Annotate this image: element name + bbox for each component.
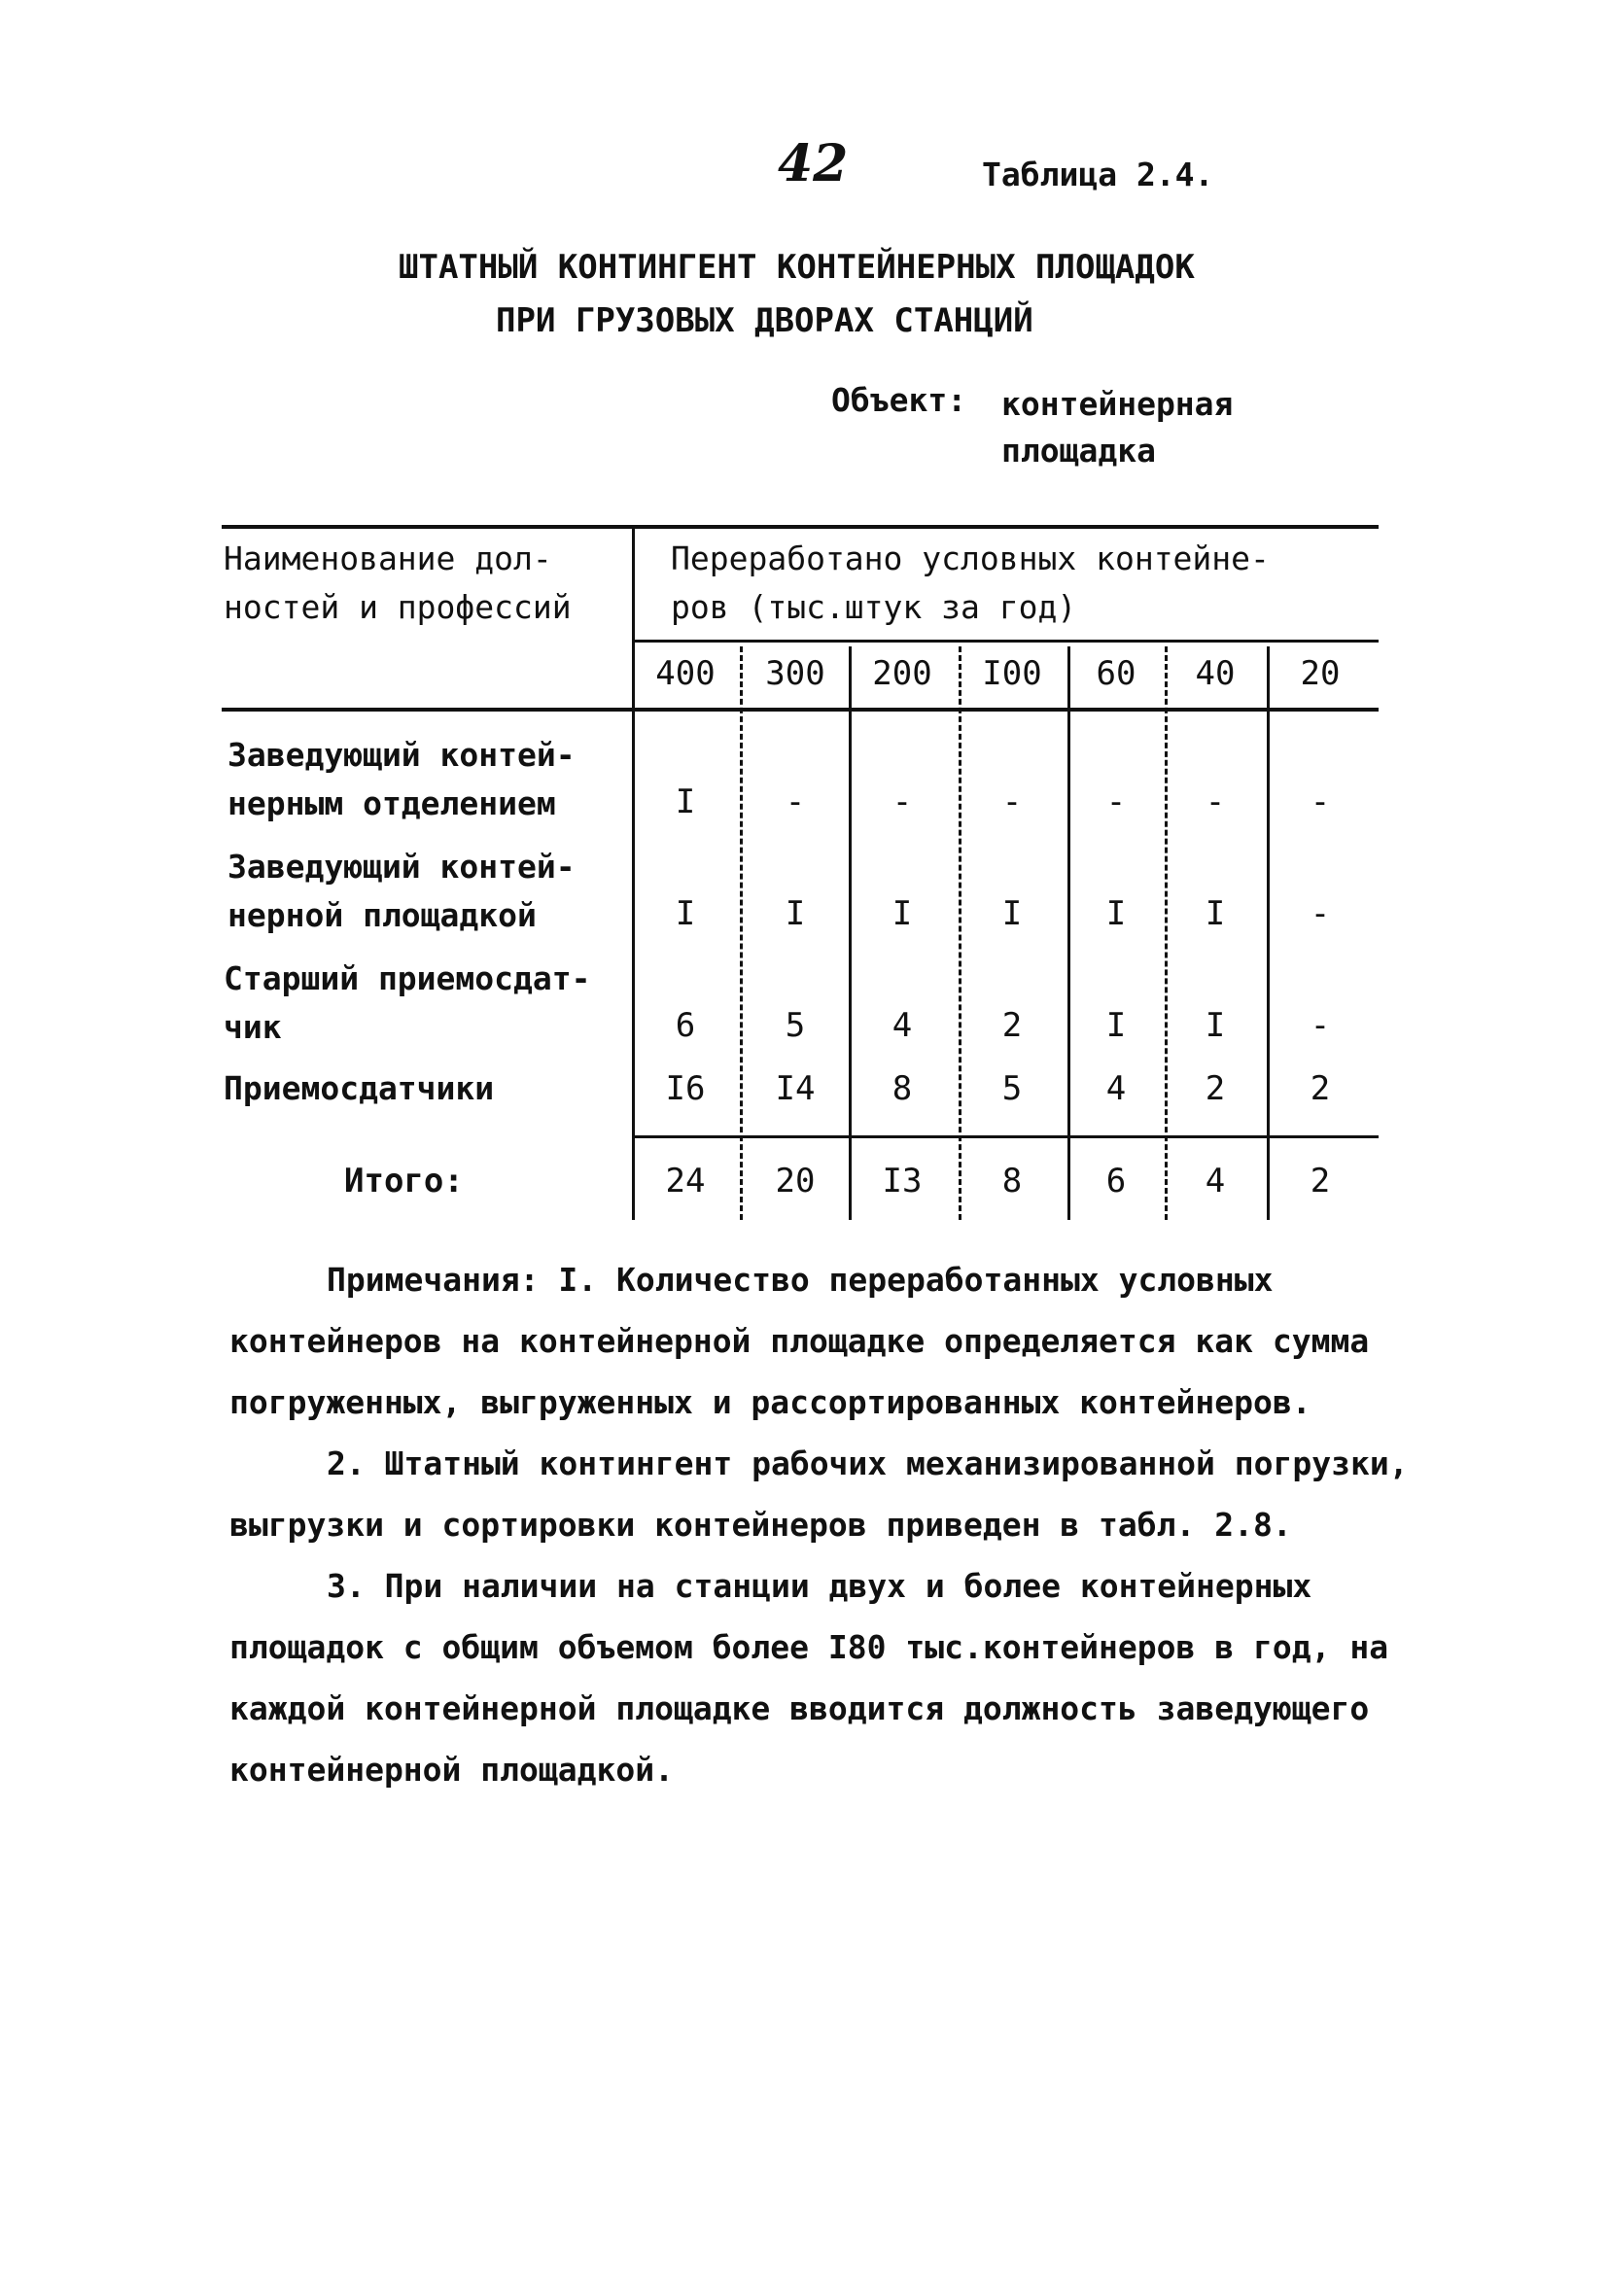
total-cell: 6 — [1105, 1162, 1127, 1200]
table-cell: 2 — [1205, 1069, 1226, 1108]
column-heading: 40 — [1195, 654, 1236, 693]
column-heading: 60 — [1096, 654, 1136, 693]
column-heading: 300 — [765, 654, 825, 693]
table-cell: - — [1310, 894, 1331, 933]
column-heading: 20 — [1300, 654, 1341, 693]
table-cell: 4 — [891, 1006, 913, 1045]
note-1: Примечания: I. Количество переработанных условных контейнеров на контейнерной площадке определяется как сумма погруженных, выгруженных и рассортированных контейнеров. — [229, 1261, 1370, 1421]
table-cell: I — [891, 894, 913, 933]
object-label: Объект: — [831, 381, 967, 419]
total-cell: I3 — [882, 1162, 923, 1200]
row-name: Заведующий контей- нерным отделением — [227, 736, 576, 822]
row-name: Заведующий контей- нерной площадкой — [227, 848, 576, 934]
table-cell: - — [785, 783, 806, 821]
total-cell: 2 — [1310, 1162, 1331, 1200]
group-header-rule — [635, 640, 1379, 643]
table-cell: 5 — [785, 1006, 806, 1045]
table-cell: - — [1205, 783, 1226, 821]
table-cell: 5 — [1001, 1069, 1023, 1108]
col-divider-main — [632, 525, 635, 1220]
total-cell: 4 — [1205, 1162, 1226, 1200]
table-cell: I — [1105, 1006, 1127, 1045]
table-cell: I — [1205, 894, 1226, 933]
table-cell: 6 — [675, 1006, 696, 1045]
table-cell: 2 — [1310, 1069, 1331, 1108]
row-name: Приемосдатчики — [224, 1069, 495, 1107]
notes-section — [229, 1249, 1435, 1800]
table-cell: - — [1310, 783, 1331, 821]
col-divider — [1165, 646, 1168, 1220]
column-header-rule — [222, 708, 1379, 712]
col-divider — [1067, 646, 1070, 1220]
table-cell: 2 — [1001, 1006, 1023, 1045]
total-cell: 8 — [1001, 1162, 1023, 1200]
table-cell: 4 — [1105, 1069, 1127, 1108]
table-label: Таблица 2.4. — [982, 156, 1214, 193]
table-cell: I6 — [665, 1069, 706, 1108]
table-cell: I — [675, 783, 696, 821]
total-label: Итого: — [344, 1162, 464, 1200]
table-top-rule — [222, 525, 1379, 529]
col-divider — [740, 646, 743, 1220]
table-cell: I4 — [775, 1069, 816, 1108]
staffing-table — [222, 525, 1379, 1220]
table-cell: I — [675, 894, 696, 933]
table-cell: - — [1001, 783, 1023, 821]
table-cell: I — [1205, 1006, 1226, 1045]
column-heading: 200 — [872, 654, 932, 693]
document-title-line-1: ШТАТНЫЙ КОНТИНГЕНТ КОНТЕЙНЕРНЫХ ПЛОЩАДОК — [399, 248, 1195, 287]
total-cell: 24 — [665, 1162, 706, 1200]
header-processed-containers: Переработано условных контейне- ров (тыс.штук за год) — [671, 539, 1270, 626]
column-heading: 400 — [655, 654, 716, 693]
col-divider — [849, 646, 852, 1220]
row-name: Старший приемосдат- чик — [224, 959, 591, 1046]
note-3: 3. При наличии на станции двух и более контейнерных площадок с общим объемом более I80 тыс.контейнеров в год, на каждой контейнерной площадке вводится должность заведующего контейнерной площадкой. — [229, 1567, 1389, 1789]
note-2: 2. Штатный контингент рабочих механизированной погрузки, выгрузки и сортировки контейнеров приведен в табл. 2.8. — [229, 1444, 1409, 1544]
table-cell: I — [785, 894, 806, 933]
document-title-line-2: ПРИ ГРУЗОВЫХ ДВОРАХ СТАНЦИЙ — [496, 301, 1033, 340]
table-cell: - — [891, 783, 913, 821]
page-number: 42 — [778, 134, 849, 193]
col-divider — [959, 646, 961, 1220]
table-cell: - — [1105, 783, 1127, 821]
table-cell: I — [1105, 894, 1127, 933]
col-divider — [1267, 646, 1270, 1220]
table-cell: I — [1001, 894, 1023, 933]
object-value: контейнерная площадка — [1001, 385, 1234, 470]
table-cell: 8 — [891, 1069, 913, 1108]
column-heading: I00 — [982, 654, 1042, 693]
table-cell: - — [1310, 1006, 1331, 1045]
total-cell: 20 — [775, 1162, 816, 1200]
header-position-names: Наименование дол- ностей и профессий — [224, 539, 572, 626]
